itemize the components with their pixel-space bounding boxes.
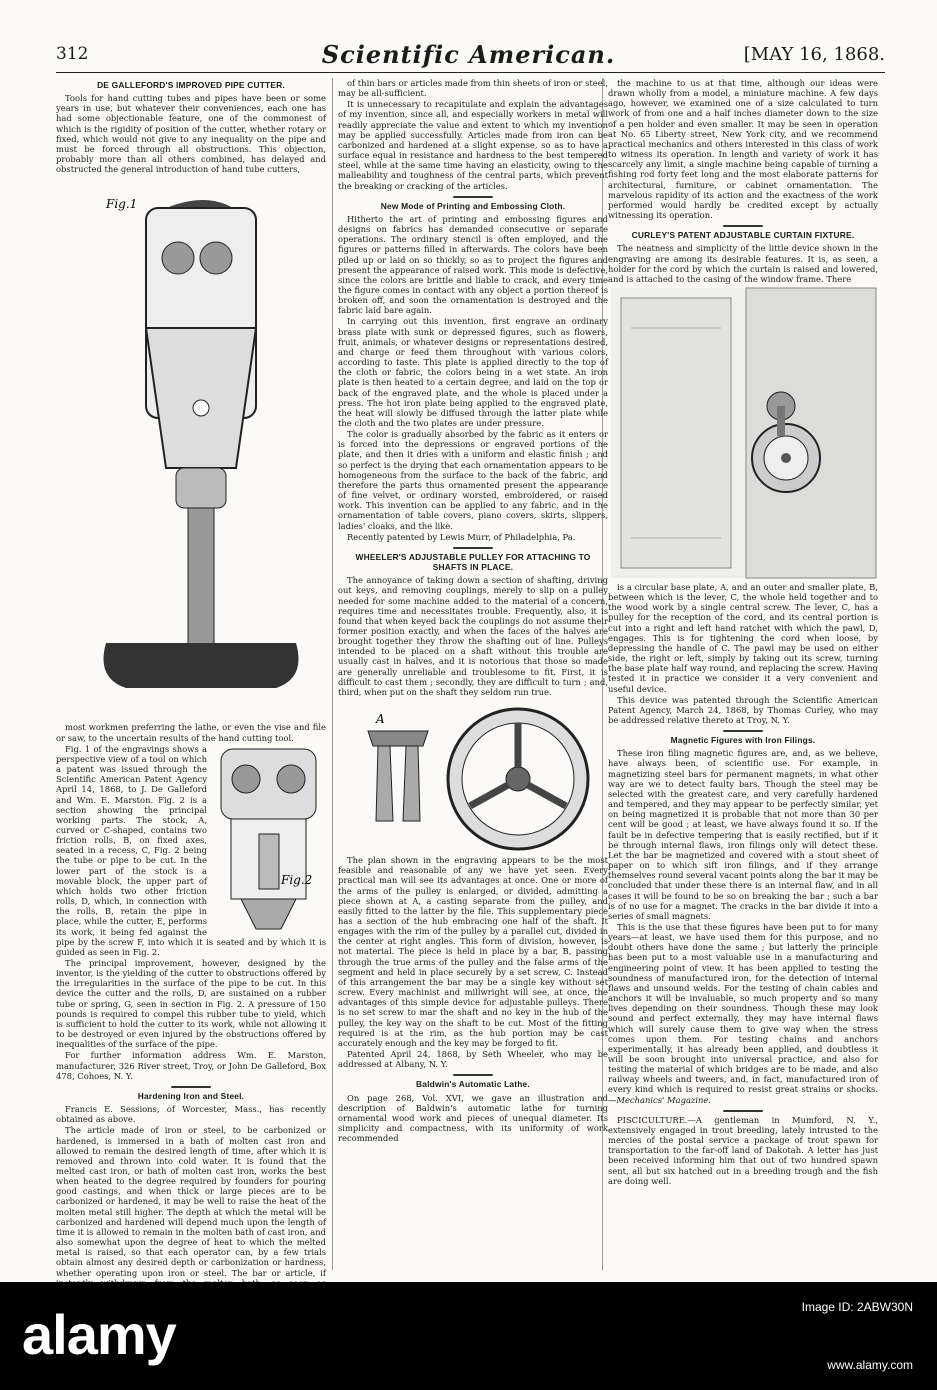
fig1-label: Fig.1 (106, 197, 138, 212)
paragraph: These iron filing magnetic figures are, and, as we believe, have always been, of scientific use. For example, in magnetizing steel bars for permanent magnets, in what other way are we to detect faulty bars. Though the steel may be selected with the greatest care, and very carefully hardened and tempered, and they may appear to be perfectly similar, yet on being magnetized it is probable that not more than 30 per cent will be good ; at least, we have always found it so. If the fault be in defective tempering that is easily rectified, but if it be through internal flaws, iron filings only will detect these. Let the bar be magnetized and covered with a stout sheet of paper on to which sift iron filings, and if they arrange themselves round several vacant points along the bar it may be concluded that under these there is an internal flaw, and in all cases it will be found to be so on breaking the bar ; such a bar is of no use for a magnet. The cracks in the bar divide it into a series of small magnets. (608, 748, 878, 921)
paragraph: Patented April 24, 1868, by Seth Wheeler, who may be addressed at Albany, N. Y. (338, 1049, 608, 1070)
column-2 (338, 78, 608, 1272)
separator (171, 1086, 211, 1088)
paragraph: most workmen preferring the lathe, or even the vise and file or saw, to the uncertain results of the hand cutting tool. (56, 722, 326, 743)
pulley-illustration (348, 701, 598, 851)
paragraph (608, 922, 878, 1105)
paragraph: Francis E. Sessions, of Worcester, Mass., has recently obtained as above. (56, 1104, 326, 1125)
masthead: Scientific American. (321, 40, 616, 69)
article-title: CURLEY'S PATENT ADJUSTABLE CURTAIN FIXTURE. (631, 230, 855, 241)
article-title: Hardening Iron and Steel. (137, 1090, 245, 1101)
paragraph: The principal improvement, however, designed by the inventor, is the yielding of the cutter to obstructions offered by the irregularities in the surface of the pipe to be cut. In this device the cutter and the rolls, D, are sustained on a rubber tube or spring, G, seen in section in Fig. 2. A pressure of 150 pounds is required to compel this rubber tube to yield, which is sufficient to hold the cutter to its work, while not allowing it to be destroyed or even injured by the obstructions offered by inequalities of the surface of the pipe. (56, 958, 326, 1050)
column-1 (56, 78, 326, 1278)
paragraph: In carrying out this invention, first engrave an ordinary brass plate with sunk or depressed figures, such as flowers, fruit, animals, or whatever designs or representations desired, and charge or feed them throughout with various colors, according to taste. This plate is applied directly to the top of the cloth or fabric, the colors being in a wet state. An iron plate is then heated to a certain degree, and laid on the top or back of the engraved plate, and the whole is placed under a press. The hot iron plate being applied to the engraved plate, the heat will slowly be diffused through the latter plate while the cloth and the two plates are under pressure. (338, 316, 608, 428)
column-divider (332, 78, 333, 1270)
paragraph: The plan shown in the engraving appears to be the most feasible and reasonable of any we have yet seen. Every practical man will see its advantages at once. One or more of the arms of the pulley is enlarged, or divided, admitting a piece shown at A, a casting separate from the pulley, and easily fitted to the latter by the file. This supplementary piece has a section of the hub embracing one half of the shaft. It engages with the rim of the pulley by a parallel cut, divided in the center at right angles. This form of division, however, is not material. The piece is held in place by a bar, B, passing through the true arms of the pulley and the false arms of the segment and held in place securely by a set screw, C. Instead of this arrangement the bar may be a single key without set screw. Every machinist and millwright will see, at once, the advantages of this simple device for adjustable pulleys. There is no set screw to mar the shaft and no key in the hub of the pulley, the key way on the shaft to be cut. Most of the fitting required is at the rim, as the hub portion may be cast accurately enough and the key may be forged to fit. (338, 855, 608, 1048)
paragraph: Tools for hand cutting tubes and pipes have been or some years in use, but whatever their conveniences, each one has had some objectionable feature, one of the commonest of which is the rigidity of position of the cutter, whether rotary or fixed, which would not give to any inequality on the pipe and must be forced through all obstructions. This objection, probably more than all others combined, has delayed and obstructed the general introduction of hand tube cutters, (56, 93, 326, 175)
paragraph: Recently patented by Lewis Murr, of Philadelphia, Pa. (347, 531, 576, 542)
separator (453, 547, 493, 549)
separator (723, 1110, 763, 1112)
separator (723, 225, 763, 227)
paragraph: For further information address Wm. E. Marston, manufacturer, 326 River street, Troy, or John De Galleford, Box 478, Cohoes, N. Y. (56, 1050, 326, 1081)
paragraph-text: This is the use that these figures have been put to for many years—at least, we have used them for this purpose, and no doubt others have done the same ; but latterly the principle has been put to a most valuable use in a manufacturing and engineering point of view. It has been applied to testing the soundness of manufactured iron, for the detection of internal flaws and unsound welds. For the testing of chain cables and anchors it will be invaluable, so much property and so many lives depending on their soundness. Though these may look sound and perfect externally, they may have internal flaws which will surely cause them to give way when the stress comes upon them. For testing chains and anchors experimentally, it has already been applied, and doubtless it will be soon brought into universal practice, and also for testing the material of which bridges are to be made, and also railway wheels and tweers, and, in fact, manufactured iron of every kind which is required to resist great strains or shocks. (608, 921, 878, 1095)
header-rule (56, 72, 885, 73)
paragraph: The color is gradually absorbed by the fabric as it enters or is forced into the depressions or engraved portions of the plate, and then it dries with a uniform and elastic finish ; and so perfect is the drying that each ornamentation appears to be homogeneous from the surface to the back of the fabric, and therefore the parts thus ornamented present the appearance of fine velvet, or ordinary worsted, embroidered, or raised work. This invention can be applied to any fabric, and in the ornamentation of table covers, piano covers, skirts, slippers, ladies' cloaks, and the like. (338, 429, 608, 531)
separator (453, 1074, 493, 1076)
paragraph: This device was patented through the Scientific American Patent Agency, March 24, 1868, by Thomas Curley, who may be addressed relative thereto at Troy, N. Y. (608, 694, 878, 725)
paragraph: The article made of iron or steel, to be carbonized or hardened, is immersed in a bath of molten cast iron and allowed to remain the desired length of time, after which it is removed and thrown into cold water. It is found that the melted cast iron, or bath of molten cast iron, works the best when heated to the degree required by founders for pouring good castings, and when thick or large pieces are to be carbonized or hardened, it may be well to raise the heat of the molten metal still higher. The depth at which the metal will be carbonized and hardened will depend much upon the length of time it is allowed to remain in the molten bath of cast iron, and also somewhat upon the degree of heat to which the melted metal is raised, so that each operator can, by a few trials obtain almost any desired depth or carbonization or hardness, whether operating upon iron or steel. The bar or article, if (56, 1125, 326, 1278)
paragraph: On page 268, Vol. XVI, we gave an illustration and description of Baldwin's automatic lathe for turning ornamental wood work and pieces of unequal diameter. Its simplicity and compactness, with its uniformity of work recommended (338, 1092, 608, 1144)
alamy-logo: alamy (22, 1303, 176, 1366)
paragraph: the machine to us at that time, although our ideas were drawn wholly from a model, a miniature machine. A few days ago, however, we examined one of a size calculated to turn work of from one and a half inches diameter down to the size of a pen holder and even smaller. It may be seen in operation at No. 65 Liberty street, New York city, and we recommend practical mechanics and others interested in this class of work to witness its operation. In length and variety of work it has scarcely any limit, a single machine being capable of turning a fishing rod forty feet long and the most elaborate patterns for architectural, furniture, or cabinet ornamentation. The marvelous rapidity of its action and the exactness of the work performed would hardly be credited except by actually witnessing its operation. (608, 78, 878, 221)
fig2-label: Fig.2 (281, 872, 313, 887)
pipe-cutter-fig2-section-illustration (211, 744, 326, 934)
separator (453, 196, 493, 198)
issue-date: [MAY 16, 1868. (743, 44, 885, 65)
paragraph: Hitherto the art of printing and embossing figures and designs on fabrics has demanded consecutive or separate operations. The ordinary stencil is often employed, and the figures or patterns filled in afterwards. The colors have been piled up or laid on so thickly, so as to project the figures and present the appearance of raised work. This mode is defective, since the colors are brittle and liable to crack, and every time the figure comes in contact with any object a portion thereof is broken off, and soon the ornamentation is destroyed and the fabric laid bare again. (338, 213, 608, 316)
watermark-banner (0, 1282, 937, 1390)
column-3 (608, 78, 878, 1272)
paragraph: is a circular base plate, A, and an outer and smaller plate, B, between which is the lever, C, the whole held together and to the wood work by a single central screw. The lever, C, has a pulley for the reception of the cord, and its central portion is cut into a right and left hand ratchet with which the pawl, D, engages. This is for tightening the cord when loose, by depressing the handle of C. The pawl may be used on either side, the right or left, simply by taking out its screw, turning the base plate half way round, and replacing the screw. Having tested it in practice we consider it a very convenient and useful device. (608, 581, 878, 694)
fig2-block (56, 744, 326, 1050)
paragraph: The neatness and simplicity of the little device shown in the engraving are among its desirable features. It is, as seen, a holder for the cord by which the curtain is raised and lowered, and is attached to the casing of the window frame. There (608, 243, 878, 284)
paragraph: PISCICULTURE.—A gentleman in Mumford, N. Y., extensively engaged in trout breeding, lately intrusted to the mercies of the postal service a package of trout spawn for transportation to the far-off land of Dakotah. A letter has just been received informing him that out of two hundred spawn sent, all but six hatched out in a breeding trough and the fish are doing well. (608, 1114, 878, 1186)
article-title: New Mode of Printing and Embossing Cloth. (380, 200, 566, 211)
article-title: DE GALLEFORD'S IMPROVED PIPE CUTTER. (97, 80, 285, 90)
page-number: 312 (56, 44, 89, 64)
image-id: Image ID: 2ABW30N (801, 1300, 913, 1314)
pipe-cutter-fig1-illustration (66, 178, 316, 718)
separator (723, 730, 763, 732)
paragraph: The annoyance of taking down a section of shafting, driving out keys, and removing couplings, merely to slip on a pulley needed for some machine added to the material of a concern, requires time and necessitates trouble. Frequently, also, it is found that when keyed back the couplings do not assume their former position exactly, and when the faces of the halves are brought together they throw the shafting out of line. Pulleys intended to be placed on a shaft without this trouble are usually cast in halves, and it is notorious that those so made are generally unreliable and troublesome to fit. First, it is difficult to cast them ; secondly, they are difficult to turn ; and, third, when put on the shaft they seldom run true. (338, 575, 608, 697)
site-url: www.alamy.com (827, 1358, 913, 1372)
curtain-fixture-illustration (611, 288, 876, 578)
paragraph: It is unnecessary to recapitulate and explain the advantages of my invention, since all, and especially workers in metal will readily appreciate the value and extent to which my invention may be applied successfully. Articles made from iron can be carbonized and hardened at a slight expense, so as to have a surface equal in resistance and hardness to the best tempered steel, while at the same time having an elasticity, owing to the malleability and toughness of the central parts, which prevent the breaking or cracking of the articles. (338, 99, 608, 191)
article-title: Magnetic Figures with Iron Filings. (670, 735, 816, 746)
article-title: WHEELER'S ADJUSTABLE PULLEY FOR ATTACHING TO SHAFTS IN PLACE. (355, 551, 591, 573)
paragraph: of thin bars or articles made from thin sheets of iron or steel, may be all-sufficient. (338, 78, 608, 99)
article-title: Baldwin's Automatic Lathe. (416, 1079, 530, 1090)
paragraph: Fig. 1 of the engravings shows a perspective view of a tool on which a patent was issued through the Scientific American Patent Agency April 14, 1868, to J. De Galleford and Wm. E. Marston. Fig. 2 is a section showing the principal working parts. The stock, A, curved or C-shaped, contains two friction rolls, B, on fixed axes, seated in a recess, C, Fig. 2 being the tube or pipe to be cut. In the lower part of the stock is a movable block, the upper part of which holds two other friction rolls, D, which, in connection with the rolls, B, retain the pipe in place, while the cutter, E, performs its work, it being fed against the pipe by the screw F, into which it is seated and by which it is guided as seen in Fig. 2. (56, 743, 326, 957)
pulley-piece-label: A (376, 712, 385, 727)
source-credit: —Mechanics' Magazine. (608, 1094, 712, 1105)
